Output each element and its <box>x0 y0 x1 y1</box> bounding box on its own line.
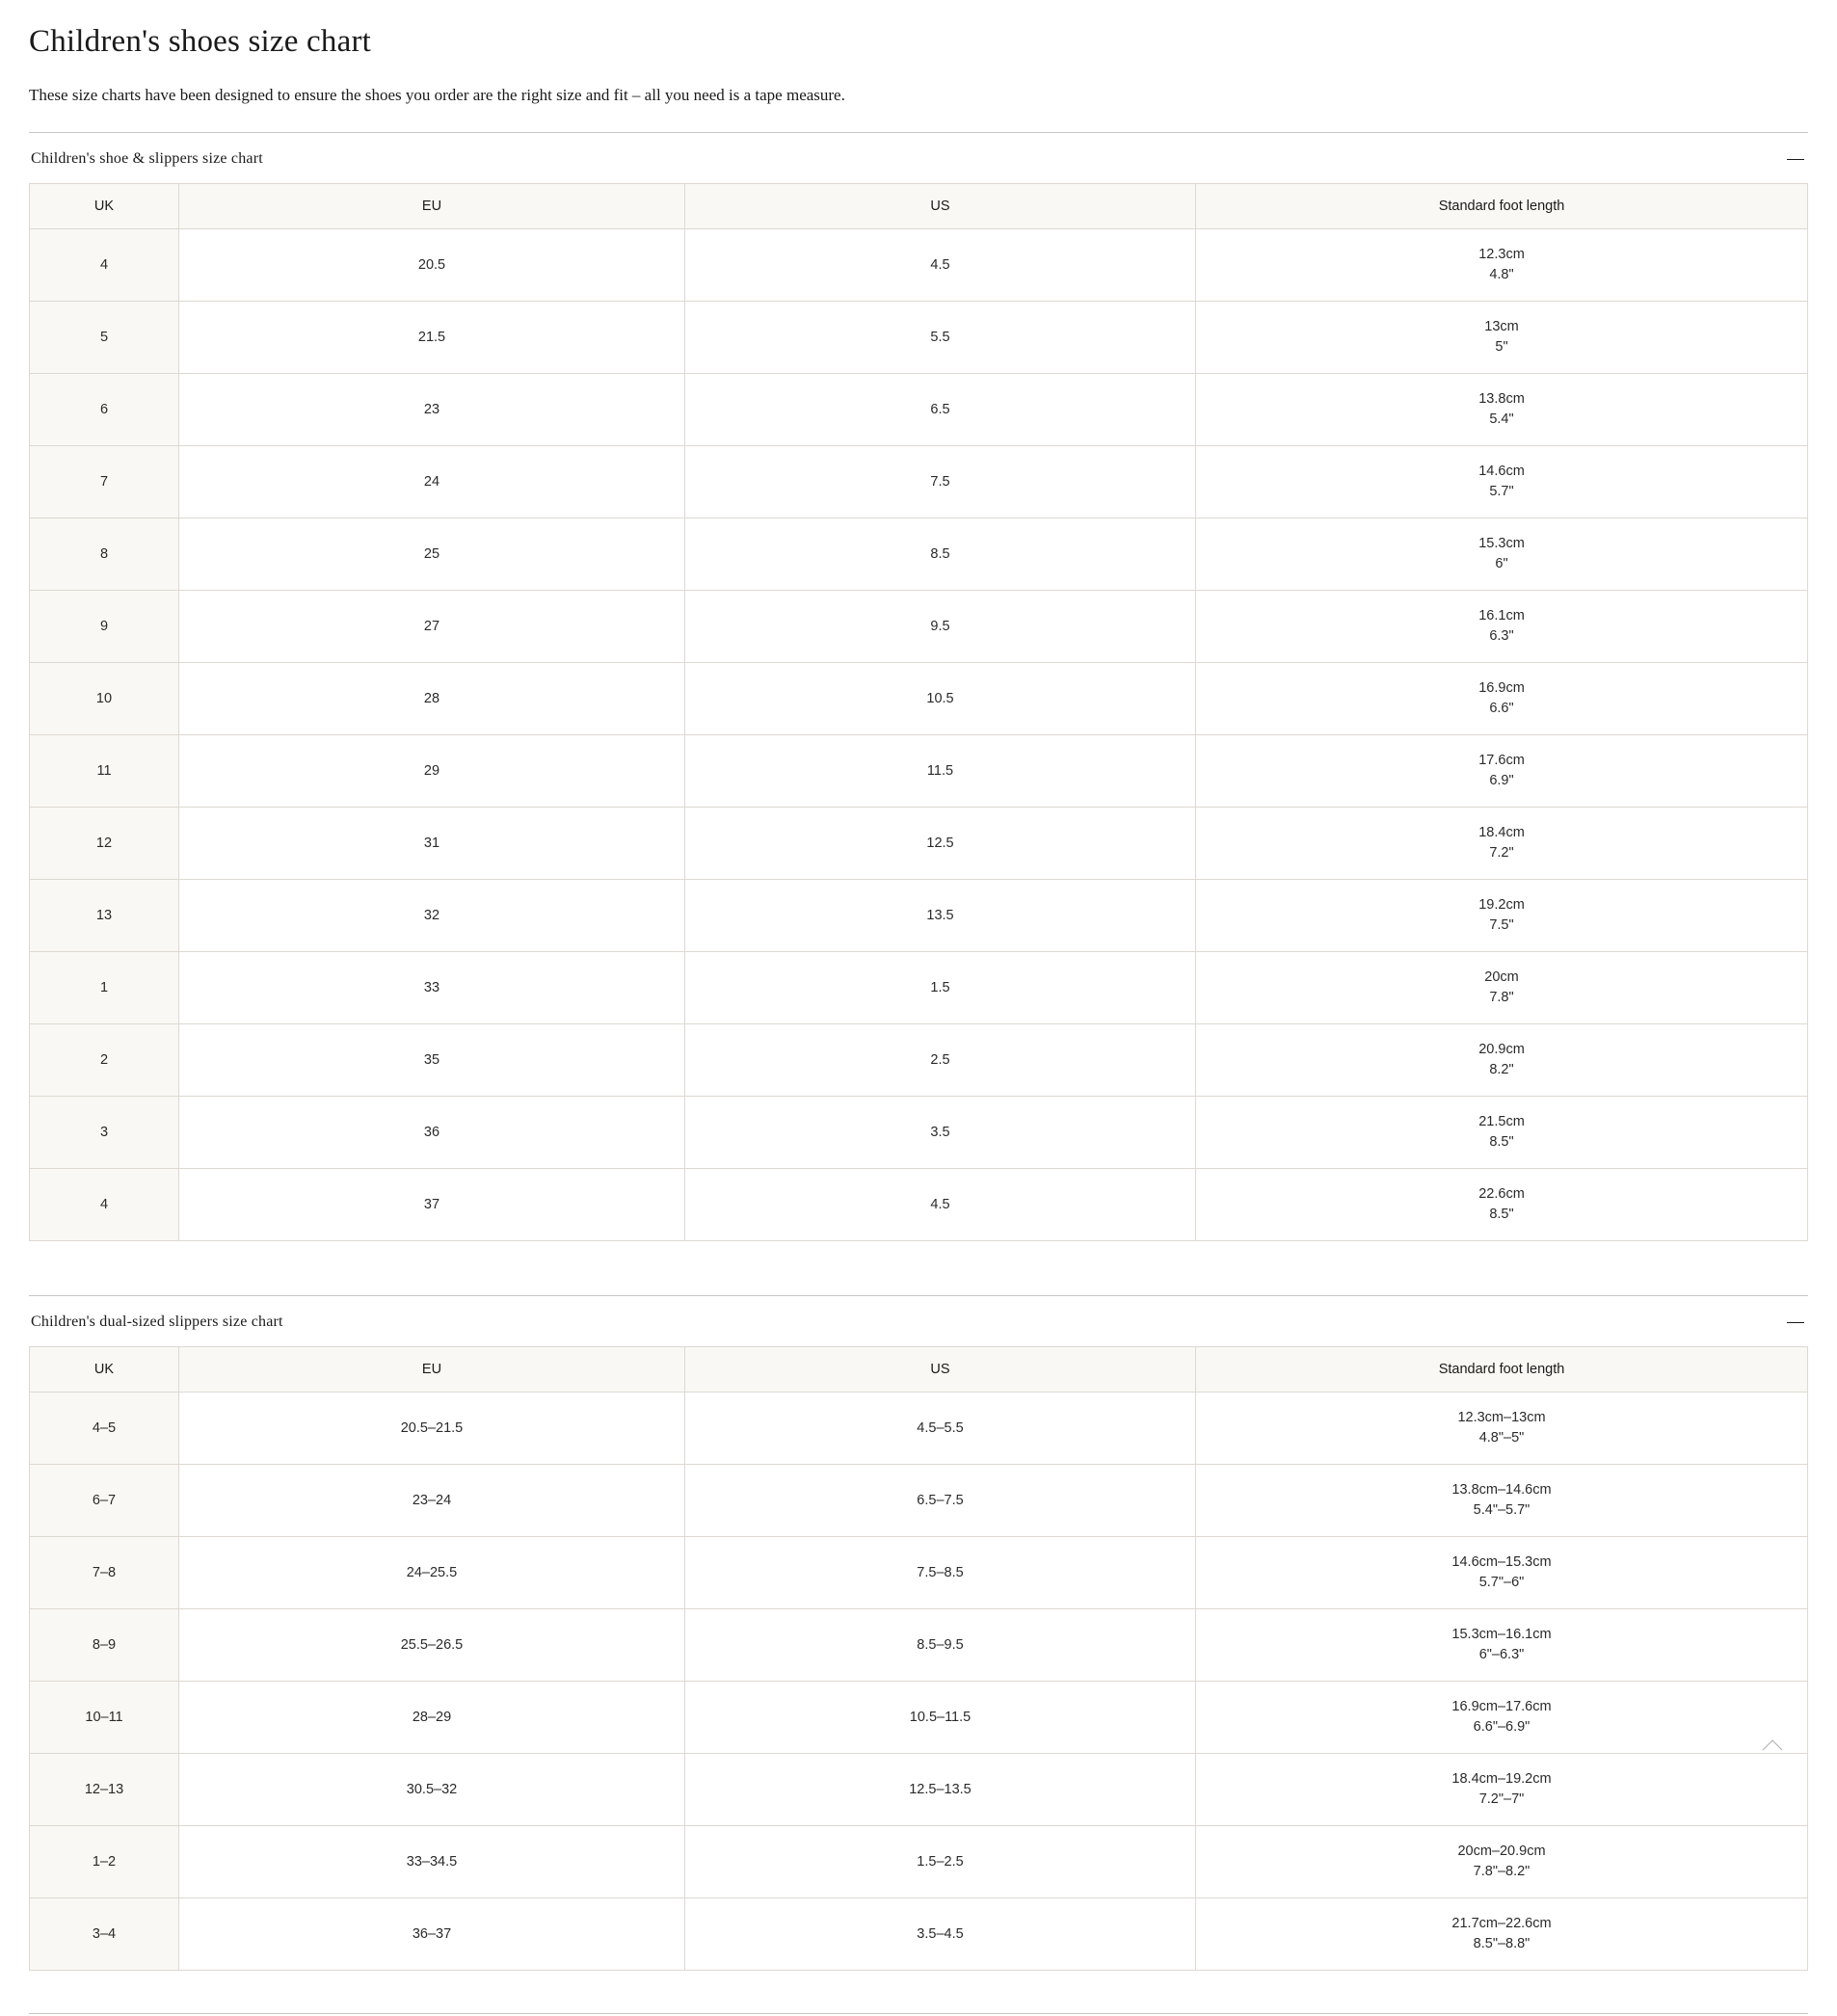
section-header-shoes-slippers[interactable] <box>29 133 1808 183</box>
cell-us: 8.5–9.5 <box>685 1609 1196 1682</box>
page-intro: These size charts have been designed to ensure the shoes you order are the right size and fit – all you need is a tape measure. <box>29 85 845 104</box>
cell-uk: 7 <box>30 446 179 518</box>
foot-length-in: 6" <box>1495 556 1508 572</box>
foot-length-cm: 12.3cm <box>1478 247 1525 263</box>
cell-foot-length <box>1196 735 1808 808</box>
cell-uk: 1 <box>30 952 179 1024</box>
cell-foot-length <box>1196 374 1808 446</box>
foot-length-cm: 18.4cm <box>1478 825 1525 841</box>
cell-foot-length <box>1196 1393 1808 1465</box>
cell-us: 7.5 <box>685 446 1196 518</box>
cell-uk: 9 <box>30 591 179 663</box>
column-header-eu: EU <box>179 184 685 229</box>
foot-length-cm: 19.2cm <box>1478 897 1525 914</box>
cell-uk: 4–5 <box>30 1393 179 1465</box>
table-header-row <box>30 184 1808 229</box>
table-row <box>30 1609 1808 1682</box>
column-header-foot-length: Standard foot length <box>1196 184 1808 229</box>
cell-eu: 28–29 <box>179 1682 685 1754</box>
foot-length-in: 8.5" <box>1489 1134 1514 1151</box>
cell-eu: 37 <box>179 1169 685 1241</box>
cell-us: 4.5–5.5 <box>685 1393 1196 1465</box>
cell-foot-length <box>1196 1169 1808 1241</box>
foot-length-in: 6"–6.3" <box>1478 1647 1525 1663</box>
cell-us: 1.5–2.5 <box>685 1826 1196 1898</box>
table-row <box>30 518 1808 591</box>
cell-eu: 20.5 <box>179 229 685 302</box>
cell-eu: 33 <box>179 952 685 1024</box>
table-row <box>30 446 1808 518</box>
cell-foot-length <box>1196 229 1808 302</box>
cell-foot-length <box>1196 518 1808 591</box>
section-title: Children's dual-sized slippers size chart <box>31 1313 283 1331</box>
foot-length-cm: 20cm <box>1484 969 1519 986</box>
table-row <box>30 1465 1808 1537</box>
cell-us: 11.5 <box>685 735 1196 808</box>
foot-length-cm: 12.3cm–13cm <box>1457 1410 1546 1426</box>
foot-length-cm: 16.1cm <box>1478 608 1525 624</box>
cell-us: 4.5 <box>685 229 1196 302</box>
cell-uk: 7–8 <box>30 1537 179 1609</box>
table-dual-sized-slippers <box>29 1346 1808 1971</box>
table-header-row <box>30 1347 1808 1393</box>
cell-us: 6.5–7.5 <box>685 1465 1196 1537</box>
cell-uk: 4 <box>30 229 179 302</box>
cell-us: 5.5 <box>685 302 1196 374</box>
cell-uk: 11 <box>30 735 179 808</box>
cell-us: 12.5–13.5 <box>685 1754 1196 1826</box>
cell-foot-length <box>1196 1024 1808 1097</box>
cell-uk: 1–2 <box>30 1826 179 1898</box>
cell-uk: 3 <box>30 1097 179 1169</box>
cell-foot-length <box>1196 1465 1808 1537</box>
column-header-eu: EU <box>179 1347 685 1393</box>
cell-foot-length <box>1196 1537 1808 1609</box>
cell-us: 2.5 <box>685 1024 1196 1097</box>
cell-us: 3.5 <box>685 1097 1196 1169</box>
cell-uk: 3–4 <box>30 1898 179 1971</box>
foot-length-in: 5" <box>1495 339 1508 356</box>
table-row <box>30 591 1808 663</box>
table-row <box>30 1682 1808 1754</box>
cell-us: 9.5 <box>685 591 1196 663</box>
foot-length-in: 5.4"–5.7" <box>1473 1502 1531 1519</box>
cell-uk: 12–13 <box>30 1754 179 1826</box>
cell-foot-length <box>1196 1609 1808 1682</box>
cell-eu: 36–37 <box>179 1898 685 1971</box>
foot-length-in: 7.5" <box>1489 917 1514 934</box>
foot-length-in: 8.5"–8.8" <box>1473 1936 1531 1952</box>
cell-eu: 24 <box>179 446 685 518</box>
cell-foot-length <box>1196 1682 1808 1754</box>
table-row <box>30 302 1808 374</box>
foot-length-in: 5.4" <box>1489 411 1514 428</box>
column-header-us: US <box>685 1347 1196 1393</box>
table-row <box>30 1898 1808 1971</box>
table-row <box>30 952 1808 1024</box>
table-row <box>30 735 1808 808</box>
foot-length-cm: 13.8cm–14.6cm <box>1451 1482 1552 1499</box>
foot-length-cm: 21.5cm <box>1478 1114 1525 1130</box>
table-row <box>30 663 1808 735</box>
cell-us: 10.5–11.5 <box>685 1682 1196 1754</box>
cell-eu: 31 <box>179 808 685 880</box>
cell-foot-length <box>1196 952 1808 1024</box>
cell-uk: 6 <box>30 374 179 446</box>
column-header-us: US <box>685 184 1196 229</box>
foot-length-in: 5.7"–6" <box>1478 1575 1525 1591</box>
table-row <box>30 880 1808 952</box>
cell-eu: 30.5–32 <box>179 1754 685 1826</box>
foot-length-cm: 16.9cm–17.6cm <box>1451 1699 1552 1715</box>
cell-us: 13.5 <box>685 880 1196 952</box>
page-title: Children's shoes size chart <box>29 24 372 59</box>
cell-uk: 2 <box>30 1024 179 1097</box>
cell-us: 3.5–4.5 <box>685 1898 1196 1971</box>
cell-eu: 36 <box>179 1097 685 1169</box>
cell-uk: 5 <box>30 302 179 374</box>
cell-us: 12.5 <box>685 808 1196 880</box>
cell-foot-length <box>1196 446 1808 518</box>
foot-length-cm: 22.6cm <box>1478 1186 1525 1203</box>
minus-icon[interactable] <box>1785 1312 1806 1333</box>
foot-length-cm: 14.6cm–15.3cm <box>1451 1554 1552 1571</box>
cell-eu: 32 <box>179 880 685 952</box>
cell-foot-length <box>1196 302 1808 374</box>
table-row <box>30 1754 1808 1826</box>
cell-us: 1.5 <box>685 952 1196 1024</box>
cell-eu: 23–24 <box>179 1465 685 1537</box>
foot-length-cm: 15.3cm <box>1478 536 1525 552</box>
foot-length-cm: 16.9cm <box>1478 680 1525 697</box>
cell-us: 10.5 <box>685 663 1196 735</box>
cell-foot-length <box>1196 591 1808 663</box>
foot-length-in: 6.3" <box>1489 628 1514 645</box>
foot-length-in: 8.2" <box>1489 1062 1514 1078</box>
cell-foot-length <box>1196 1097 1808 1169</box>
foot-length-cm: 20cm–20.9cm <box>1457 1844 1546 1860</box>
foot-length-cm: 17.6cm <box>1478 753 1525 769</box>
cell-foot-length <box>1196 1898 1808 1971</box>
cell-foot-length <box>1196 1826 1808 1898</box>
foot-length-in: 5.7" <box>1489 484 1514 500</box>
foot-length-cm: 18.4cm–19.2cm <box>1451 1771 1552 1788</box>
foot-length-in: 6.6"–6.9" <box>1473 1719 1531 1736</box>
cell-eu: 35 <box>179 1024 685 1097</box>
cell-eu: 21.5 <box>179 302 685 374</box>
cell-uk: 13 <box>30 880 179 952</box>
column-header-uk: UK <box>30 184 179 229</box>
cell-eu: 25.5–26.5 <box>179 1609 685 1682</box>
section-title: Children's shoe & slippers size chart <box>31 150 263 168</box>
column-header-uk: UK <box>30 1347 179 1393</box>
table-row <box>30 374 1808 446</box>
foot-length-cm: 15.3cm–16.1cm <box>1451 1627 1552 1643</box>
cell-uk: 10 <box>30 663 179 735</box>
cell-us: 8.5 <box>685 518 1196 591</box>
table-row <box>30 1169 1808 1241</box>
table-row <box>30 1826 1808 1898</box>
cell-eu: 29 <box>179 735 685 808</box>
table-row <box>30 229 1808 302</box>
cell-eu: 20.5–21.5 <box>179 1393 685 1465</box>
cell-uk: 10–11 <box>30 1682 179 1754</box>
cell-foot-length <box>1196 1754 1808 1826</box>
divider-bottom <box>29 2013 1808 2014</box>
cell-eu: 27 <box>179 591 685 663</box>
section-header-dual-sized-slippers[interactable] <box>29 1296 1808 1346</box>
cell-foot-length <box>1196 880 1808 952</box>
chevron-up-icon[interactable] <box>1762 1739 1783 1751</box>
cell-uk: 6–7 <box>30 1465 179 1537</box>
cell-us: 7.5–8.5 <box>685 1537 1196 1609</box>
cell-eu: 33–34.5 <box>179 1826 685 1898</box>
minus-icon[interactable] <box>1785 148 1806 170</box>
spacer <box>29 1241 1808 1270</box>
table-row <box>30 1393 1808 1465</box>
table-row <box>30 1537 1808 1609</box>
foot-length-cm: 13cm <box>1484 319 1519 335</box>
table-row <box>30 1097 1808 1169</box>
foot-length-cm: 21.7cm–22.6cm <box>1451 1916 1552 1932</box>
foot-length-in: 7.2"–7" <box>1478 1791 1525 1808</box>
cell-uk: 4 <box>30 1169 179 1241</box>
table-row <box>30 1024 1808 1097</box>
cell-eu: 28 <box>179 663 685 735</box>
foot-length-in: 6.9" <box>1489 773 1514 789</box>
foot-length-cm: 20.9cm <box>1478 1042 1525 1058</box>
cell-us: 4.5 <box>685 1169 1196 1241</box>
foot-length-cm: 14.6cm <box>1478 464 1525 480</box>
cell-eu: 24–25.5 <box>179 1537 685 1609</box>
cell-foot-length <box>1196 808 1808 880</box>
cell-us: 6.5 <box>685 374 1196 446</box>
cell-uk: 8 <box>30 518 179 591</box>
cell-uk: 8–9 <box>30 1609 179 1682</box>
foot-length-in: 6.6" <box>1489 701 1514 717</box>
table-row <box>30 808 1808 880</box>
foot-length-in: 8.5" <box>1489 1207 1514 1223</box>
foot-length-in: 7.2" <box>1489 845 1514 862</box>
cell-eu: 23 <box>179 374 685 446</box>
cell-uk: 12 <box>30 808 179 880</box>
table-shoes-slippers <box>29 183 1808 1241</box>
foot-length-in: 7.8" <box>1489 990 1514 1006</box>
foot-length-in: 7.8"–8.2" <box>1473 1864 1531 1880</box>
foot-length-in: 4.8"–5" <box>1478 1430 1525 1446</box>
cell-foot-length <box>1196 663 1808 735</box>
cell-eu: 25 <box>179 518 685 591</box>
foot-length-in: 4.8" <box>1489 267 1514 283</box>
column-header-foot-length: Standard foot length <box>1196 1347 1808 1393</box>
foot-length-cm: 13.8cm <box>1478 391 1525 408</box>
